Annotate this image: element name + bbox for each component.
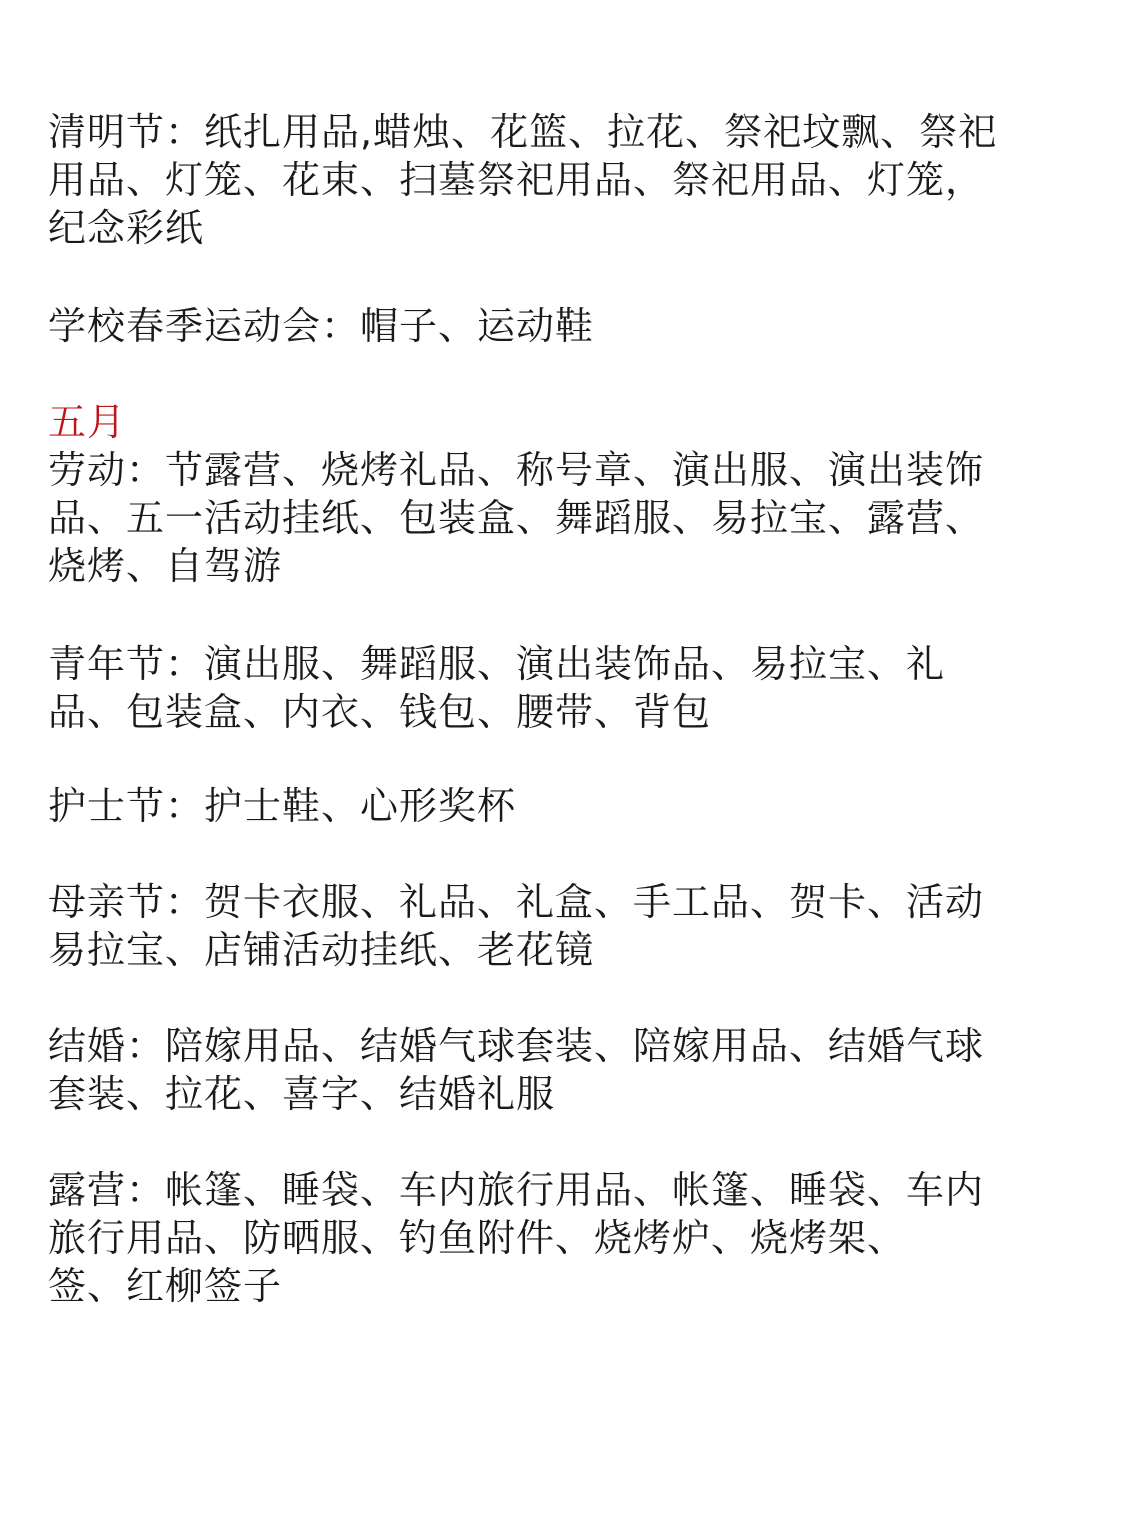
text-line: 青年节：演出服、舞蹈服、演出装饰品、易拉宝、礼 xyxy=(48,642,946,686)
text-line: 结婚：陪嫁用品、结婚气球套装、陪嫁用品、结婚气球 xyxy=(48,1024,985,1068)
paragraph-mothers-day xyxy=(48,878,1048,974)
paragraph-qingming xyxy=(48,108,1048,252)
text-line: 清明节：纸扎用品,蜡烛、花篮、拉花、祭祀坟飘、祭祀 xyxy=(48,110,998,154)
text-line: 品、五一活动挂纸、包装盒、舞蹈服、易拉宝、露营、 xyxy=(48,496,985,540)
text-line: 纪念彩纸 xyxy=(48,206,205,250)
month-heading-may: 五月 xyxy=(48,400,127,444)
text-line: 学校春季运动会：帽子、运动鞋 xyxy=(48,304,595,348)
text-line: 露营：帐篷、睡袋、车内旅行用品、帐篷、睡袋、车内 xyxy=(48,1168,985,1212)
text-line: 签、红柳签子 xyxy=(48,1264,283,1308)
paragraph-labor-day xyxy=(48,446,1048,590)
paragraph-nurses-day xyxy=(48,782,1048,830)
text-line: 母亲节：贺卡衣服、礼品、礼盒、手工品、贺卡、活动 xyxy=(48,880,985,924)
paragraph-youth-day xyxy=(48,640,1048,736)
text-line: 烧烤、自驾游 xyxy=(48,544,283,588)
text-line: 品、包装盒、内衣、钱包、腰带、背包 xyxy=(48,690,712,734)
paragraph-sports-meet xyxy=(48,302,1048,350)
text-line: 护士节：护士鞋、心形奖杯 xyxy=(48,784,517,828)
paragraph-wedding xyxy=(48,1022,1048,1118)
paragraph-camping xyxy=(48,1166,1048,1310)
text-line: 套装、拉花、喜字、结婚礼服 xyxy=(48,1072,556,1116)
text-line: 易拉宝、店铺活动挂纸、老花镜 xyxy=(48,928,595,972)
text-line: 旅行用品、防晒服、钓鱼附件、烧烤炉、烧烤架、 xyxy=(48,1216,907,1260)
text-line: 劳动：节露营、烧烤礼品、称号章、演出服、演出装饰 xyxy=(48,448,985,492)
text-line: 用品、灯笼、花束、扫墓祭祀用品、祭祀用品、灯笼， xyxy=(48,158,985,202)
